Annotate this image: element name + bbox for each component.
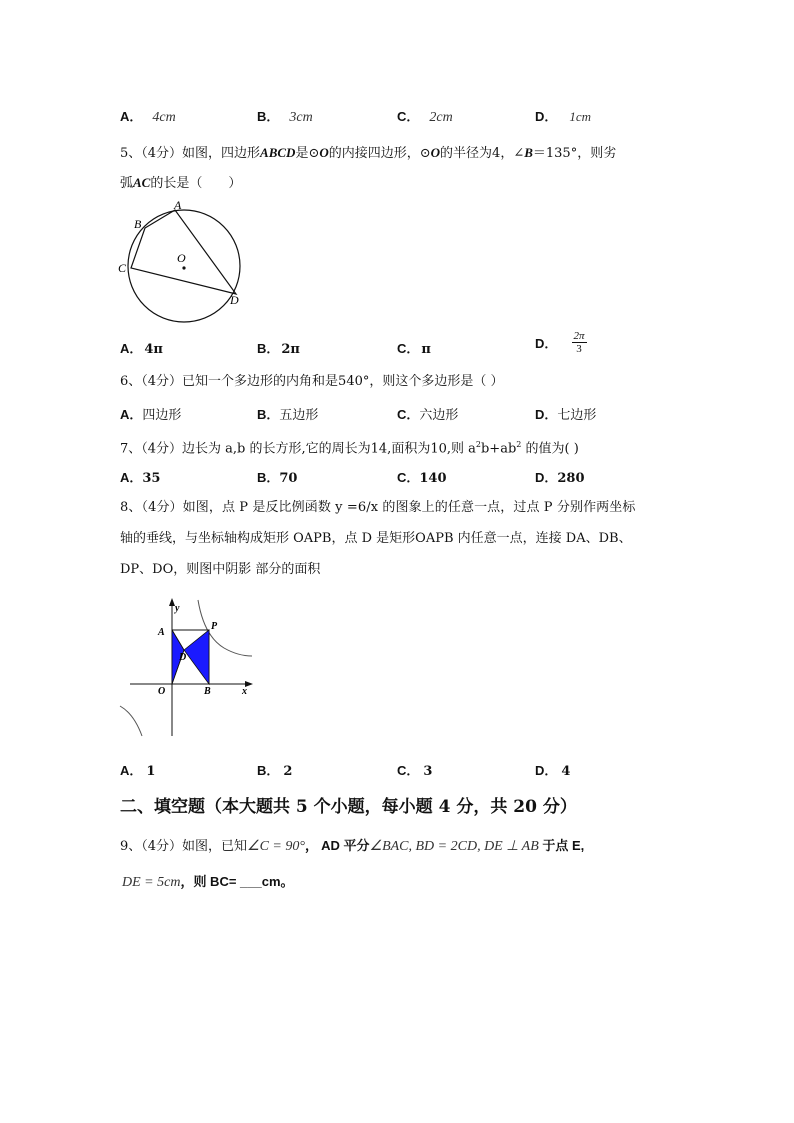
q4-option-d: D． 1cm bbox=[535, 109, 592, 124]
q8-question-line1: 8、（4分）如图，点 P 是反比例函数 y =6/x 的图象上的任意一点，过点 P 分别作两坐标 bbox=[120, 500, 636, 515]
q8-label-x: x bbox=[242, 686, 247, 697]
q7-option-a: A．35 bbox=[120, 470, 161, 486]
q8-question-line2: 轴的垂线，与坐标轴构成矩形 OAPB，点 D 是矩形OAPB 内任意一点，连接 DA、DB、 bbox=[120, 531, 632, 546]
q5-question-line2: 弧AC的长是（ ） bbox=[120, 175, 242, 191]
q6-option-b: B．五边形 bbox=[257, 407, 319, 423]
q4-option-a: A． 4cm bbox=[120, 109, 176, 125]
q5-label-d: D bbox=[230, 293, 239, 307]
q8-label-a: A bbox=[158, 627, 165, 638]
q5-label-o: O bbox=[177, 251, 186, 265]
q6-option-c: C．六边形 bbox=[397, 407, 459, 423]
q8-option-c: C． 3 bbox=[397, 763, 433, 779]
q8-label-y: y bbox=[175, 603, 180, 614]
q7-option-b: B．70 bbox=[257, 470, 298, 486]
q5-option-d-fraction: $\frac{2\pi}{3}$ bbox=[573, 330, 585, 355]
q7-question: 7、（4分）边长为 a,b 的长方形,它的周长为14,面积为10,则 $a^2b+ab^2$ 的值为( ) bbox=[120, 440, 579, 457]
q5-option-b: B． 2π bbox=[257, 341, 300, 357]
q7-option-d: D．280 bbox=[535, 470, 585, 486]
q8-graph-figure bbox=[116, 596, 256, 738]
q5-question: 5、（4分）如图，四边形ABCD是⊙O的内接四边形，⊙O的半径为4，∠B＝135°，则劣 bbox=[120, 145, 617, 161]
q5-label-a: A bbox=[174, 198, 182, 212]
q9-question-line2: DE = 5cm，则 BC= ___cm。 bbox=[122, 874, 294, 890]
q5-option-c: C． π bbox=[397, 341, 431, 357]
q8-label-o: O bbox=[158, 686, 166, 697]
q7-option-c: C．140 bbox=[397, 470, 447, 486]
q8-label-b: B bbox=[204, 686, 211, 697]
q8-option-a: A． 1 bbox=[120, 763, 156, 779]
section-fill-in-title: 二、填空题（本大题共 5 个小题，每小题 4 分，共 20 分） bbox=[120, 797, 577, 817]
q8-option-d: D． 4 bbox=[535, 763, 571, 779]
q6-question: 6、（4分）已知一个多边形的内角和是540°，则这个多边形是（ ） bbox=[120, 374, 504, 389]
q5-option-d: D． $\frac{2\pi}{3}$ bbox=[535, 330, 585, 355]
q4-option-c: C． 2cm bbox=[397, 109, 453, 125]
q8-question-line3: DP、DO，则图中阴影 部分的面积 bbox=[120, 562, 321, 577]
q8-label-d: D bbox=[179, 652, 187, 663]
q8-option-b: B． 2 bbox=[257, 763, 293, 779]
q5-circle-figure bbox=[112, 198, 252, 326]
q8-label-p: P bbox=[211, 621, 218, 632]
q5-option-a: A． 4π bbox=[120, 341, 163, 357]
q5-label-c: C bbox=[118, 261, 127, 275]
q9-question-line1: 9、（4分）如图，已知∠C = 90°， AD 平分∠BAC, BD = 2CD, DE ⊥ AB 于点 E, bbox=[120, 838, 585, 854]
q6-option-d: D．七边形 bbox=[535, 407, 597, 423]
q6-option-a: A．四边形 bbox=[120, 407, 182, 423]
q4-option-b: B． 3cm bbox=[257, 109, 313, 125]
q5-label-b: B bbox=[134, 217, 142, 231]
